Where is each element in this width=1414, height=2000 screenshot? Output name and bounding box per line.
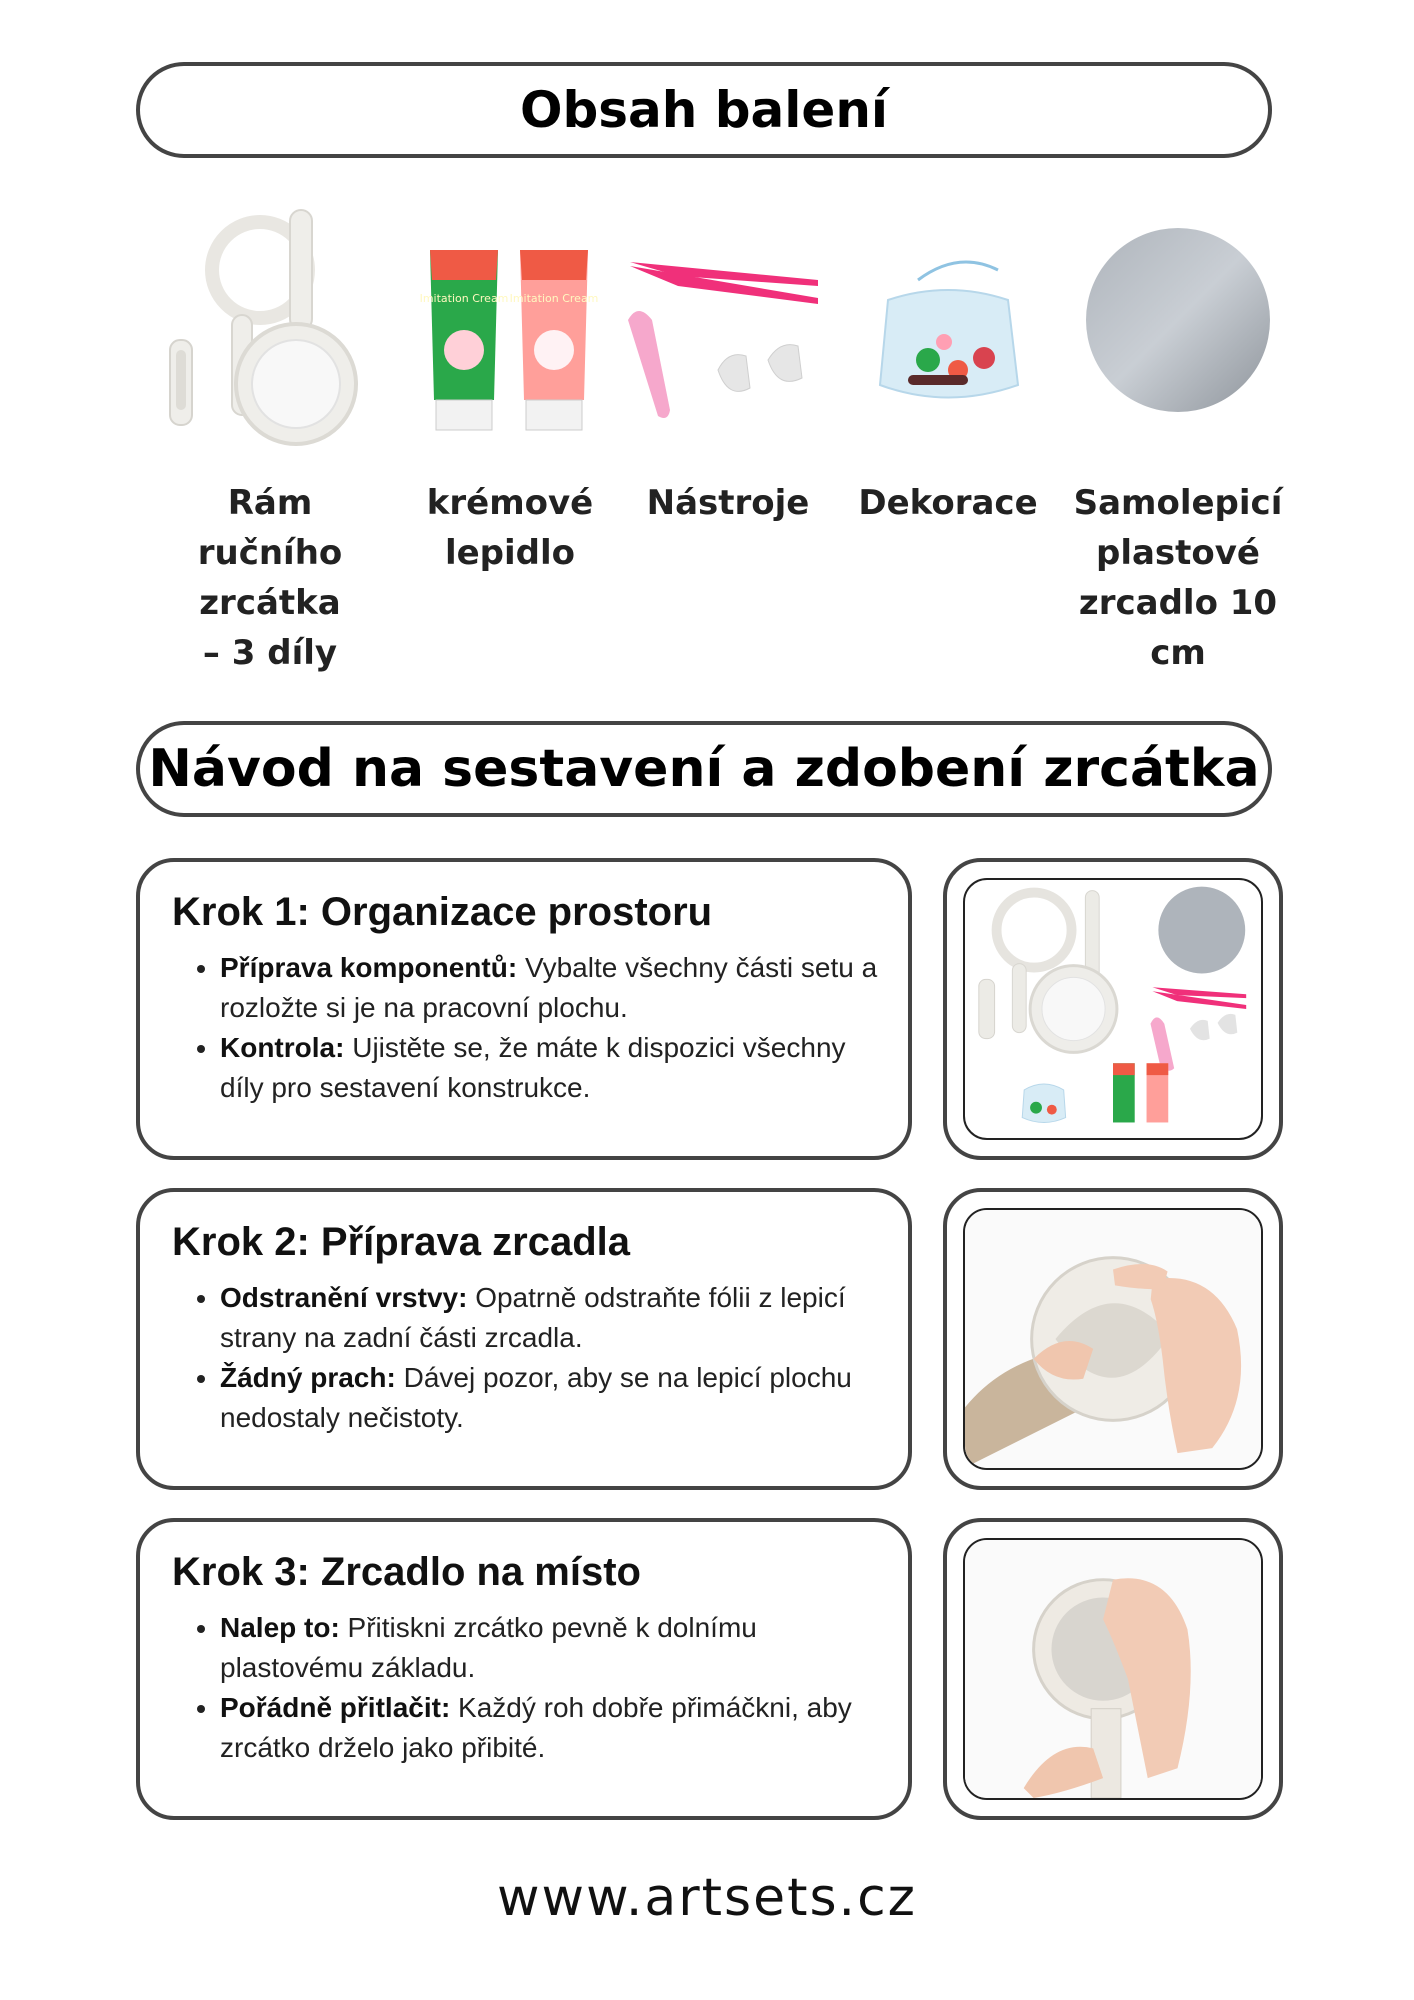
contents-item-caption: Nástroje <box>646 483 810 523</box>
tube-label-1: Imitation Cream <box>419 292 509 305</box>
step-bullet: • Nalep to: Přitiskni zrcátko pevně k dolnímu plastovému základu. <box>220 1608 878 1688</box>
step-bullet: • Kontrola: Ujistěte se, že máte k dispozici všechny díly pro sestavení konstrukce. <box>220 1028 878 1108</box>
step-1-card <box>136 858 912 1160</box>
contents-item-glue <box>400 190 620 578</box>
step-title: Krok 2: Příprava zrcadla <box>172 1220 630 1264</box>
contents-item-mirror <box>1068 190 1288 678</box>
contents-item-decorations <box>838 190 1058 528</box>
step-bullet: • Odstranění vrstvy: Opatrně odstraňte fólii z lepicí strany na zadní části zrcadla. <box>220 1278 878 1358</box>
guide-title: Návod na sestavení a zdobení zrcátka <box>136 721 1272 817</box>
peeling-film-photo <box>963 1208 1263 1470</box>
mirror-disc-icon <box>1068 190 1288 470</box>
step-3-photo <box>943 1518 1283 1820</box>
pressing-mirror-photo <box>963 1538 1263 1800</box>
contents-item-frame <box>160 190 380 678</box>
step-1-photo <box>943 858 1283 1160</box>
step-3-card <box>136 1518 912 1820</box>
contents-item-caption: krémové lepidlo <box>426 483 594 573</box>
contents-item-caption: Rám ručního zrcátka – 3 díly <box>197 483 343 673</box>
step-bullet: • Žádný prach: Dávej pozor, aby se na lepicí plochu nedostaly nečistoty. <box>220 1358 878 1438</box>
kit-overview-photo <box>963 878 1263 1140</box>
footer-url[interactable]: www.artsets.cz <box>497 1868 917 1928</box>
glue-tubes-icon <box>400 190 620 470</box>
step-2-photo <box>943 1188 1283 1490</box>
contents-item-caption: Samolepicí plastové zrcadlo 10 cm <box>1073 483 1283 673</box>
step-title: Krok 1: Organizace prostoru <box>172 890 713 934</box>
mirror-frame-icon <box>160 190 380 470</box>
step-bullet: • Příprava komponentů: Vybalte všechny části setu a rozložte si je na pracovní plochu. <box>220 948 878 1028</box>
decorations-bag-icon <box>838 190 1058 470</box>
step-2-card <box>136 1188 912 1490</box>
step-bullet: • Pořádně přitlačit: Každý roh dobře přimáčkni, aby zrcátko drželo jako přibité. <box>220 1688 878 1768</box>
step-title: Krok 3: Zrcadlo na místo <box>172 1550 641 1594</box>
contents-title: Obsah balení <box>136 62 1272 158</box>
contents-item-caption: Dekorace <box>858 483 1038 523</box>
tools-icon <box>618 190 838 470</box>
contents-item-tools <box>618 190 838 528</box>
tube-label-2: Imitation Cream <box>509 292 599 305</box>
